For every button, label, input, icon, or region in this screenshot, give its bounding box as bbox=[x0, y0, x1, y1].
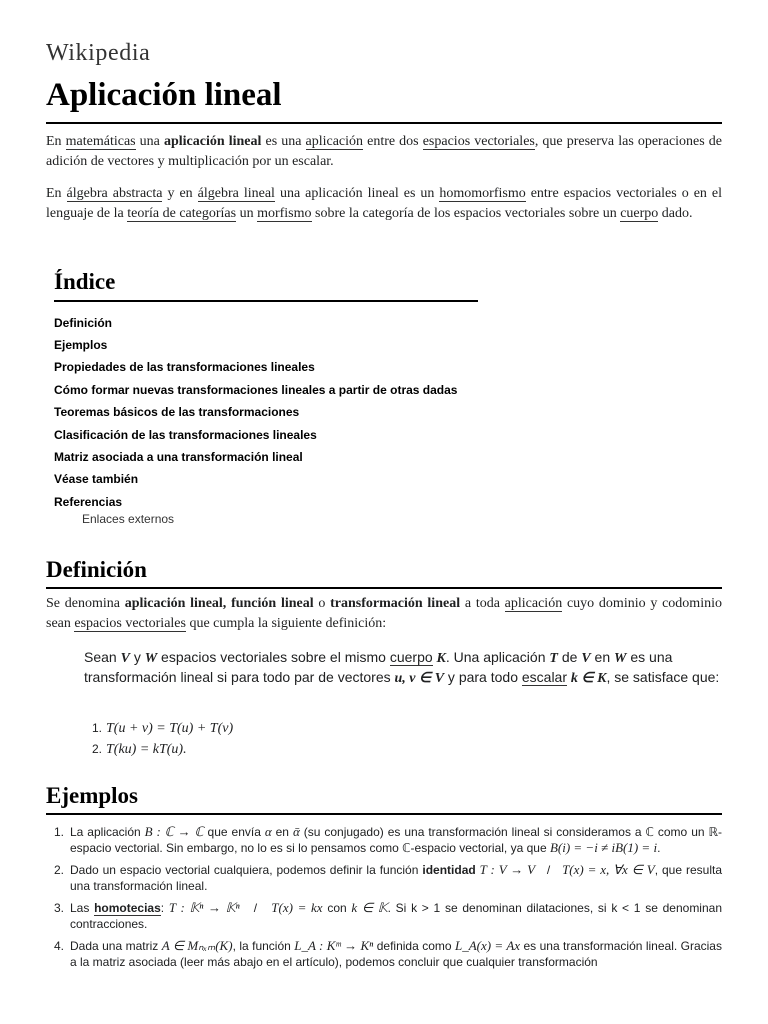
page-title: Aplicación lineal bbox=[46, 76, 722, 124]
toc-item[interactable]: Cómo formar nuevas transformaciones lineales a partir de otras dadas bbox=[54, 382, 458, 397]
example-item: 1. La aplicación B : ℂ → ℂ que envía α en ᾱ (su conjugado) es una transformación lineal si consideramos a ℂ como un ℝ-espacio vectorial. Sin embargo, no lo es si lo pensamos como ℂ-espacio vectorial, ya que B(i) = −i ≠ iB(1) = i. bbox=[54, 824, 722, 855]
examples-list bbox=[46, 824, 722, 976]
link-cuerpo[interactable]: cuerpo bbox=[620, 206, 659, 221]
link-morfismo[interactable]: morfismo bbox=[257, 206, 312, 221]
table-of-contents bbox=[54, 268, 478, 526]
link-algebra-abstracta[interactable]: álgebra abstracta bbox=[66, 186, 163, 201]
toc-subitem[interactable]: Enlaces externos bbox=[82, 512, 175, 527]
condition-item: 1. T(u + v) = T(u) + T(v) bbox=[92, 721, 234, 736]
link-homomorfismo[interactable]: homomorfismo bbox=[439, 186, 526, 201]
intro-paragraph-1: En matemáticas una aplicación lineal es una aplicación entre dos espacios vectoriales, que preserva las operaciones de adición de vectores y multiplicación por un escalar. bbox=[46, 134, 722, 169]
link-teoria-categorias[interactable]: teoría de categorías bbox=[127, 206, 237, 221]
example-item: 3. Las homotecias: T : 𝕂ⁿ → 𝕂ⁿ / T(x) = kx con k ∈ 𝕂. Si k > 1 se denominan dilataciones, si k < 1 se denominan contracciones. bbox=[54, 900, 722, 931]
toc-item[interactable]: Referencias bbox=[54, 494, 123, 509]
toc-item[interactable]: Propiedades de las transformaciones lineales bbox=[54, 360, 315, 375]
toc-item[interactable]: Matriz asociada a una transformación lineal bbox=[54, 450, 303, 465]
intro-paragraph-2: En álgebra abstracta y en álgebra lineal una aplicación lineal es un homomorfismo entre espacios vectoriales o en el lenguaje de la teoría de categorías un morfismo sobre la categoría de los espacios vectoriales sobre un cuerpo dado. bbox=[46, 186, 723, 221]
toc-title: Índice bbox=[54, 268, 478, 302]
link-aplicacion[interactable]: aplicación bbox=[305, 134, 364, 149]
toc-item[interactable]: Ejemplos bbox=[54, 338, 108, 352]
definition-paragraph: Se denomina aplicación lineal, función lineal o transformación lineal a toda aplicación cuyo dominio y codominio sean espacios vectoriales que cumpla la siguiente definición: bbox=[46, 596, 722, 631]
definition-conditions bbox=[92, 718, 233, 760]
section-heading-definicion: Definición bbox=[46, 556, 722, 589]
section-heading-ejemplos: Ejemplos bbox=[46, 782, 722, 815]
link-algebra-lineal[interactable]: álgebra lineal bbox=[197, 186, 275, 201]
link-escalar[interactable]: escalar bbox=[521, 669, 568, 685]
toc-item[interactable]: Definición bbox=[54, 315, 113, 330]
toc-item[interactable]: Véase también bbox=[54, 472, 139, 487]
link-cuerpo-2[interactable]: cuerpo bbox=[389, 649, 433, 665]
toc-item[interactable]: Teoremas básicos de las transformaciones bbox=[54, 405, 300, 420]
link-aplicacion-2[interactable]: aplicación bbox=[504, 596, 563, 611]
link-espacios-vectoriales-2[interactable]: espacios vectoriales bbox=[74, 616, 186, 631]
link-matematicas[interactable]: matemáticas bbox=[65, 134, 136, 149]
example-item: 2. Dado un espacio vectorial cualquiera, podemos definir la función identidad T : V → V / T(x) = x, ∀x ∈ V, que resulta una transformación lineal. bbox=[54, 862, 722, 893]
toc-list bbox=[54, 312, 478, 527]
example-item: 4. Dada una matriz A ∈ Mₙₓₘ(K), la función L_A : Kᵐ → Kⁿ definida como L_A(x) = Ax es una transformación lineal. Gracias a la matriz asociada (leer más abajo en el artículo), podemos concluir que cualquier transformación bbox=[54, 938, 722, 969]
link-homotecias[interactable]: homotecias bbox=[94, 901, 161, 915]
link-espacios-vectoriales[interactable]: espacios vectoriales bbox=[422, 134, 535, 149]
toc-item[interactable]: Clasificación de las transformaciones lineales bbox=[54, 427, 317, 442]
condition-item: 2. T(ku) = kT(u). bbox=[92, 742, 187, 757]
wikipedia-logo[interactable]: Wikipedia bbox=[46, 40, 151, 66]
definition-statement: Sean V y W espacios vectoriales sobre el mismo cuerpo K. Una aplicación T de V en W es una transformación lineal si para todo par de vectores u, v ∈ V y para todo escalar k ∈ K, se satisface que: bbox=[84, 649, 720, 686]
